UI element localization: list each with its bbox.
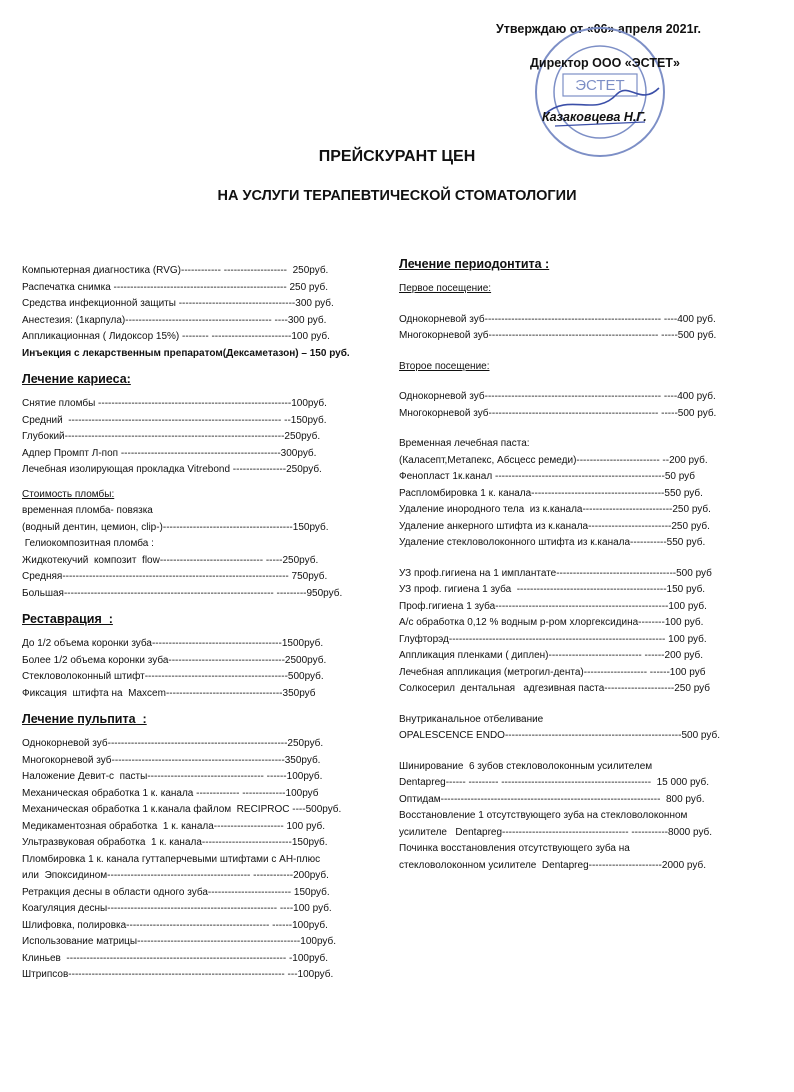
price-item: Удаление анкерного штифта из к.канала-------------------------250 руб.	[399, 520, 710, 532]
price-item: Использование матрицы-------------------------------------------------100руб.	[22, 936, 337, 947]
price-item: УЗ проф. гигиена 1 зуба ---------------------------------------------150 руб.	[399, 584, 706, 595]
section-heading-periodontitis: Лечение периодонтита :	[399, 257, 550, 271]
price-item: Однокорневой зуб----------------------------------------------------- ----400 руб.	[399, 391, 716, 402]
price-item: Средний ---------------------------------------------------------------- --150руб.	[22, 414, 327, 426]
price-item: Более 1/2 объема коронки зуба-----------------------------------2500руб.	[22, 654, 327, 666]
approval-block	[430, 20, 770, 160]
stamp-text: ЭСТЕТ	[575, 77, 625, 94]
price-item: OPALESCENCE ENDO-----------------------------------------------------500 руб.	[399, 730, 720, 741]
price-item: Аппликация пленками ( диплен)---------------------------- ------200 руб.	[399, 650, 704, 661]
section-heading-pulpitis: Лечение пульпита :	[22, 712, 147, 726]
price-item: УЗ проф.гигиена на 1 имплантате------------------------------------500 руб	[399, 567, 712, 579]
price-item: стекловолоконном усилителе Dentapreg----------------------2000 руб.	[399, 859, 706, 871]
price-item: Многокорневой зуб--------------------------------------------------- -----500 руб.	[399, 330, 717, 341]
subheading-second-visit: Второе посещение:	[399, 360, 490, 372]
price-item: До 1/2 объема коронки зуба---------------------------------------1500руб.	[22, 638, 324, 649]
approval-director: Директор ООО «ЭСТЕТ»	[530, 56, 680, 70]
price-item: Однокорневой зуб----------------------------------------------------- ----400 руб.	[399, 313, 716, 325]
price-item: Удаление стекловолоконного штифта из к.канала-----------550 руб.	[399, 537, 706, 548]
price-item: Распечатка снимка ---------------------------------------------------- 250 руб.	[22, 281, 329, 293]
price-item: Однокорневой зуб------------------------------------------------------250руб.	[22, 738, 324, 749]
price-item: Ретракция десны в области одного зуба------------------------- 150руб.	[22, 886, 330, 898]
subheading-first-visit: Первое посещение:	[399, 283, 492, 294]
price-item: Снятие пломбы ----------------------------------------------------------100руб.	[22, 398, 327, 409]
approval-signatory: Казаковцева Н.Г.	[542, 110, 647, 124]
price-item: Временная лечебная паста:	[399, 438, 530, 449]
price-item: Внутриканальное отбеливание	[399, 713, 544, 725]
price-item: или Эпоксидином------------------------------------------- ------------200руб.	[22, 870, 329, 881]
price-item: усилителе Dentapreg-------------------------------------- -----------8000 руб.	[399, 826, 713, 838]
price-item: Большая--------------------------------------------------------------- ---------950руб.	[22, 587, 343, 599]
price-item: Аппликационная ( Лидоксор 15%) -------- ------------------------100 руб.	[22, 331, 330, 342]
price-item: Анестезия: (1карпула)-------------------------------------------- ----300 руб.	[22, 314, 327, 326]
subheading-filling: Стоимость пломбы:	[22, 488, 115, 500]
price-item: Глубокий------------------------------------------------------------------250руб.	[22, 431, 321, 442]
price-item: Средства инфекционной защиты -----------------------------------300 руб.	[22, 298, 334, 309]
price-item: Шинирование 6 зубов стекловолоконным усилителем	[399, 760, 653, 772]
price-item: А/с обработка 0,12 % водным р-ром хлоргексидина--------100 руб.	[399, 617, 704, 628]
price-item: Починка восстановления отсутствующего зуба на	[399, 843, 630, 854]
price-item: Инъекция с лекарственным препаратом(Дексаметазон) – 150 руб.	[22, 347, 350, 359]
price-item: Компьютерная диагностика (RVG)------------ ------------------- 250руб.	[22, 265, 329, 276]
price-item: Штрипсов----------------------------------------------------------------- ---100руб.	[22, 969, 334, 980]
section-heading-caries: Лечение кариеса:	[22, 372, 131, 386]
price-item: Фиксация штифта на Maxcem-----------------------------------350руб	[22, 687, 316, 699]
price-item: Адпер Промпт Л-поп ------------------------------------------------300руб.	[22, 447, 317, 459]
left-column	[22, 255, 357, 984]
price-item: Фенопласт 1к.канал ---------------------------------------------------50 руб	[399, 471, 696, 482]
page-title: ПРЕЙСКУРАНТ ЦЕН	[318, 148, 476, 165]
price-item: Средняя-------------------------------------------------------------------- 750руб.	[22, 571, 328, 582]
page-subtitle: НА УСЛУГИ ТЕРАПЕВТИЧЕСКОЙ СТОМАТОЛОГИИ	[217, 188, 577, 204]
price-item: временная пломба- повязка	[22, 505, 153, 516]
price-item: Ультразвуковая обработка 1 к. канала---------------------------150руб.	[22, 837, 328, 848]
price-item: (водный дентин, цемион, clip-)---------------------------------------150руб.	[22, 521, 329, 533]
price-item: Механическая обработка 1 к.канала файлом RECIPROC ----500руб.	[22, 804, 342, 815]
price-item: Удаление инородного тела из к.канала---------------------------250 руб.	[399, 504, 711, 515]
price-item: Клиньев ------------------------------------------------------------------ -100руб.	[22, 952, 329, 964]
price-item: Гелиокомпозитная пломба :	[22, 538, 154, 549]
price-item: Проф.гигиена 1 зуба----------------------------------------------------100 руб.	[399, 600, 707, 612]
price-item: Многокорневой зуб--------------------------------------------------- -----500 руб.	[399, 407, 717, 419]
right-column	[399, 255, 731, 874]
price-item: Лечебная аппликация (метрогил-дента)------------------- ------100 руб	[399, 666, 706, 678]
section-heading-restoration: Реставрация :	[22, 612, 113, 626]
price-item: Наложение Девит-с пасты----------------------------------- ------100руб.	[22, 771, 323, 782]
price-item: Медикаментозная обработка 1 к. канала--------------------- 100 руб.	[22, 820, 326, 832]
price-item: Механическая обработка 1 к. канала ------------- -------------100руб	[22, 787, 319, 799]
price-item: Глуфторэд----------------------------------------------------------------- 100 руб.	[399, 633, 707, 645]
price-item: Коагуляция десны--------------------------------------------------- ----100 руб.	[22, 903, 332, 914]
price-item: Dentapreg------ --------- --------------------------------------------- 15 000 руб.	[399, 777, 710, 788]
price-item: (Каласепт,Метапекс, Абсцесс ремеди)------------------------- --200 руб.	[399, 454, 708, 466]
approval-date: Утверждаю от «06» апреля 2021г.	[496, 22, 701, 36]
price-item: Многокорневой зуб----------------------------------------------------350руб.	[22, 754, 321, 766]
price-item: Оптидам------------------------------------------------------------------ 800 руб.	[399, 793, 705, 805]
price-item: Жидкотекучий композит flow------------------------------- -----250руб.	[22, 554, 319, 566]
price-item: Шлифовка, полировка------------------------------------------- ------100руб.	[22, 919, 328, 931]
price-item: Пломбировка 1 к. канала гуттаперчевыми штифтами с АН-плюс	[22, 853, 321, 865]
price-item: Восстановление 1 отсутствующего зуба на стекловолоконном	[399, 810, 688, 821]
price-item: Стекловолоконный штифт-------------------------------------------500руб.	[22, 671, 324, 682]
price-item: Лечебная изолирующая прокладка Vitrebond ----------------250руб.	[22, 464, 322, 475]
stamp-seal-icon	[525, 22, 675, 162]
price-item: Распломбировка 1 к. канала----------------------------------------550 руб.	[399, 487, 703, 499]
price-item: Солкосерил дентальная адгезивная паста---------------------250 руб	[399, 683, 710, 694]
